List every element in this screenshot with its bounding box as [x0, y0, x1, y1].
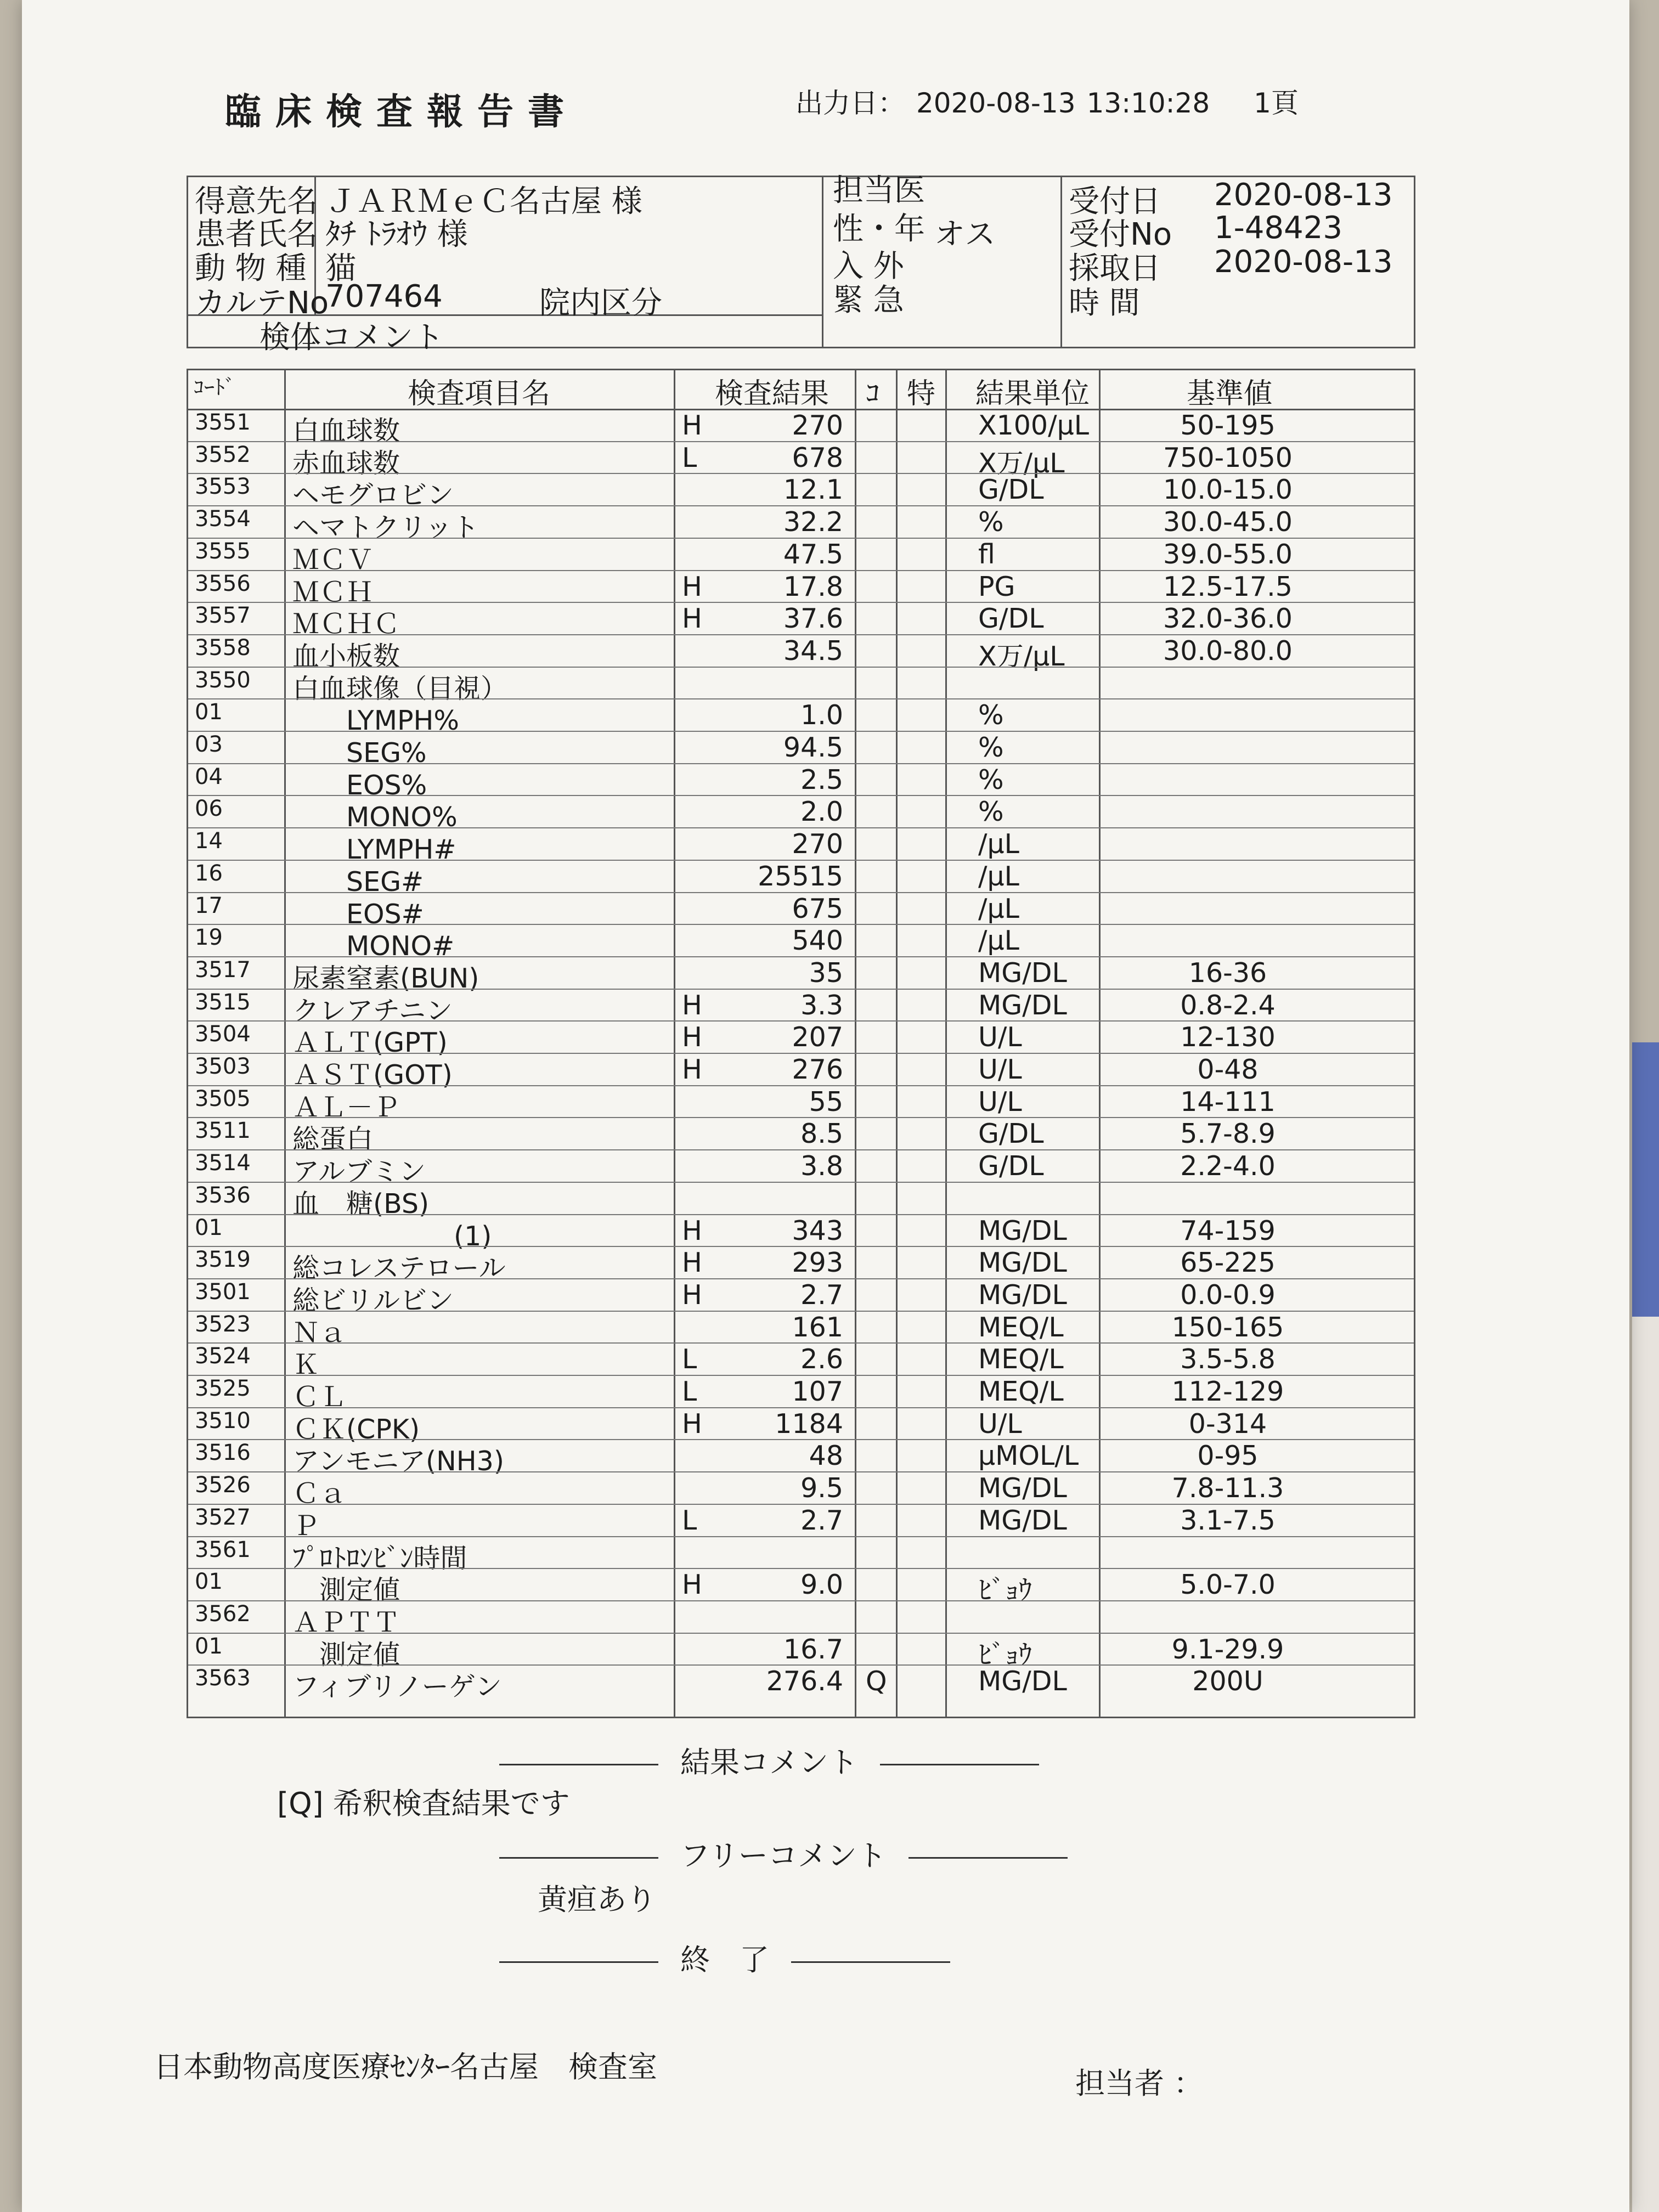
row-value: 107	[792, 1376, 843, 1407]
row-code: 03	[195, 732, 223, 757]
row-name: 血小板数	[292, 640, 400, 672]
row-unit: G/DL	[978, 474, 1044, 506]
row-code: 01	[195, 1569, 223, 1595]
table-row	[188, 1537, 1414, 1574]
row-code: 3523	[195, 1311, 251, 1337]
row-value: 678	[792, 442, 843, 473]
row-ref: 9.1-29.9	[1171, 1633, 1284, 1665]
table-row	[188, 474, 1414, 511]
row-name: Ｃａ	[292, 1478, 347, 1510]
row-ref: 65-225	[1180, 1247, 1276, 1279]
row-flag: H	[682, 1279, 702, 1311]
client-label: 得意先名	[195, 184, 318, 219]
row-code: 3519	[195, 1247, 251, 1273]
row-name: 血 糖(BS)	[292, 1188, 430, 1220]
species-value: 猫	[325, 251, 356, 286]
row-ref: 0.8-2.4	[1180, 989, 1276, 1021]
row-ref: 74-159	[1180, 1215, 1276, 1246]
row-ref: 0-314	[1188, 1408, 1267, 1440]
row-value: 2.7	[800, 1504, 843, 1536]
row-value: 207	[792, 1022, 843, 1053]
row-name: Ｐ	[292, 1510, 320, 1542]
row-ref: 7.8-11.3	[1171, 1472, 1284, 1504]
row-name: ＡＬ－Ｐ	[292, 1091, 400, 1123]
row-value: 34.5	[783, 635, 843, 667]
row-name: EOS#	[292, 898, 424, 930]
row-unit: ﾋﾞｮｳ	[978, 1639, 1032, 1671]
row-flag: H	[682, 410, 702, 441]
row-unit: MG/DL	[978, 1666, 1067, 1697]
row-name: SEG%	[292, 737, 427, 769]
row-code: 3526	[195, 1472, 251, 1498]
row-unit: G/DL	[978, 603, 1044, 635]
report-paper	[22, 0, 1629, 2212]
row-name: ＣＫ(CPK)	[292, 1413, 420, 1445]
free-comment-text: 黄疸あり	[538, 1882, 656, 1917]
recv-date-value: 2020-08-13	[1214, 177, 1393, 213]
row-ref: 5.0-7.0	[1180, 1569, 1276, 1601]
row-name: 白血球像（目視）	[292, 673, 508, 704]
inhouse-label: 院内区分	[539, 285, 662, 321]
row-name: フィブリノーゲン	[292, 1671, 502, 1703]
results-table	[187, 369, 1415, 1718]
row-value: 3.3	[800, 989, 843, 1021]
row-code: 01	[195, 1633, 223, 1659]
col-result: 検査結果	[715, 377, 830, 410]
row-name: ＡＬＴ(GPT)	[292, 1027, 448, 1059]
row-code: 3551	[195, 410, 251, 435]
row-code: 3505	[195, 1086, 251, 1111]
row-unit: %	[978, 506, 1004, 538]
row-unit: MG/DL	[978, 989, 1067, 1021]
row-value: 276	[792, 1054, 843, 1085]
table-row	[188, 1182, 1414, 1220]
row-name: (1)	[292, 1220, 492, 1252]
row-code: 3503	[195, 1054, 251, 1079]
row-code: 3514	[195, 1150, 251, 1176]
row-comment: Q	[866, 1666, 887, 1697]
row-value: 161	[792, 1311, 843, 1343]
col-special: 特	[907, 377, 936, 410]
table-row	[188, 699, 1414, 737]
row-code: 3516	[195, 1440, 251, 1466]
row-unit: U/L	[978, 1054, 1022, 1085]
row-unit: X万/μL	[978, 447, 1065, 479]
row-code: 19	[195, 925, 223, 951]
inout-label: 入 外	[833, 249, 904, 284]
row-unit: MG/DL	[978, 1279, 1067, 1311]
row-code: 3524	[195, 1344, 251, 1369]
row-value: 276.4	[766, 1666, 843, 1697]
row-value: 47.5	[783, 538, 843, 570]
table-row	[188, 1440, 1414, 1477]
row-value: 8.5	[800, 1118, 843, 1150]
row-ref: 30.0-45.0	[1163, 506, 1293, 538]
row-unit: %	[978, 764, 1004, 795]
karte-value: 707464	[325, 279, 443, 314]
row-value: 94.5	[783, 732, 843, 763]
row-code: 3555	[195, 538, 251, 564]
row-code: 3517	[195, 957, 251, 983]
table-row	[188, 1086, 1414, 1123]
row-ref: 0-48	[1197, 1054, 1259, 1085]
row-flag: L	[682, 1344, 697, 1375]
result-comment-label: 結果コメント	[680, 1745, 858, 1780]
row-name: ヘモグロビン	[292, 479, 454, 511]
row-unit: %	[978, 732, 1004, 763]
row-name: クレアチニン	[292, 995, 453, 1026]
table-row	[188, 667, 1414, 704]
row-value: 12.1	[783, 474, 843, 506]
row-ref: 112-129	[1171, 1376, 1284, 1407]
table-row	[188, 925, 1414, 962]
row-name: EOS%	[292, 769, 427, 801]
client-value: ＪＡＲＭｅＣ名古屋 様	[325, 184, 642, 219]
row-unit: MG/DL	[978, 1215, 1067, 1246]
row-unit: X万/μL	[978, 640, 1065, 672]
patient-value: ﾀﾁ ﾄﾗｵｳ 様	[325, 217, 468, 252]
row-name: LYMPH#	[292, 834, 456, 866]
row-value: 2.6	[800, 1344, 843, 1375]
row-code: 3515	[195, 989, 251, 1015]
row-name: Ｋ	[292, 1349, 320, 1381]
row-name: 尿素窒素(BUN)	[292, 962, 479, 994]
print-date: 2020-08-13	[916, 87, 1076, 119]
row-name: SEG#	[292, 866, 424, 898]
row-unit: /μL	[978, 925, 1019, 957]
row-value: 675	[792, 893, 843, 924]
row-value: 9.5	[800, 1472, 843, 1504]
col-unit: 結果単位	[975, 377, 1090, 410]
table-row	[188, 1569, 1414, 1606]
row-code: 3557	[195, 603, 251, 629]
row-name: ＭＣＨ	[292, 576, 374, 608]
print-time: 13:10:28	[1086, 87, 1210, 119]
row-code: 3527	[195, 1504, 251, 1530]
table-row	[188, 1666, 1414, 1703]
header-box	[187, 173, 1415, 356]
row-code: 3511	[195, 1118, 251, 1144]
row-code: 3536	[195, 1182, 251, 1208]
row-name: 測定値	[292, 1575, 400, 1606]
row-value: 48	[809, 1440, 843, 1472]
table-row	[188, 1054, 1414, 1091]
table-row	[188, 1408, 1414, 1445]
row-value: 270	[792, 410, 843, 441]
row-name: ＡＰＴＴ	[292, 1606, 400, 1638]
sexage-value: オス	[934, 217, 996, 252]
row-name: 総コレステロール	[292, 1252, 506, 1284]
table-row	[188, 442, 1414, 479]
row-value: 35	[809, 957, 843, 989]
table-row	[188, 410, 1414, 447]
row-unit: ﾋﾞｮｳ	[978, 1575, 1032, 1606]
row-code: 14	[195, 828, 223, 854]
row-value: 9.0	[800, 1569, 843, 1601]
row-flag: L	[682, 442, 697, 473]
species-label: 動 物 種	[195, 251, 307, 286]
row-ref: 12.5-17.5	[1163, 571, 1293, 602]
row-code: 3550	[195, 667, 251, 693]
row-code: 3556	[195, 571, 251, 596]
table-row	[188, 1215, 1414, 1252]
row-value: 540	[792, 925, 843, 957]
col-code: ｺｰﾄﾞ	[194, 375, 236, 399]
col-ref: 基準値	[1187, 377, 1273, 410]
row-unit: MG/DL	[978, 1504, 1067, 1536]
background-edge-blue	[1632, 1042, 1659, 1317]
row-code: 17	[195, 893, 223, 918]
row-name: MONO#	[292, 930, 455, 962]
report-title: 臨床検査報告書	[225, 91, 578, 133]
row-unit: MG/DL	[978, 957, 1067, 989]
row-name: 総蛋白	[292, 1124, 374, 1155]
row-flag: H	[682, 989, 702, 1021]
row-flag: H	[682, 1408, 702, 1440]
background-edge	[1632, 1317, 1659, 2212]
table-row	[188, 828, 1414, 866]
row-ref: 30.0-80.0	[1163, 635, 1293, 667]
row-unit: /μL	[978, 893, 1019, 924]
row-ref: 3.1-7.5	[1180, 1504, 1276, 1536]
row-code: 16	[195, 860, 223, 886]
row-unit: /μL	[978, 828, 1019, 860]
row-value: 16.7	[783, 1633, 843, 1665]
row-unit: %	[978, 796, 1004, 828]
row-value: 32.2	[783, 506, 843, 538]
row-value: 293	[792, 1247, 843, 1279]
table-row	[188, 989, 1414, 1026]
person-label: 担当者 ：	[1075, 2066, 1204, 2101]
row-ref: 32.0-36.0	[1163, 603, 1293, 635]
row-name: ＣＬ	[292, 1381, 347, 1413]
table-row	[188, 1601, 1414, 1638]
row-ref: 16-36	[1188, 957, 1267, 989]
row-unit: MG/DL	[978, 1472, 1067, 1504]
row-ref: 750-1050	[1163, 442, 1293, 473]
row-value: 1.0	[800, 699, 843, 731]
print-date-label: 出力日：	[795, 87, 905, 119]
row-unit: MEQ/L	[978, 1376, 1064, 1407]
result-comment-text: [Q] 希釈検査結果です	[277, 1786, 570, 1821]
row-name: ＭＣＶ	[292, 544, 374, 575]
row-ref: 39.0-55.0	[1163, 538, 1293, 570]
row-flag: H	[682, 1054, 702, 1085]
time-label: 時 間	[1069, 285, 1140, 321]
free-comment-heading	[477, 1832, 1090, 1875]
table-row	[188, 957, 1414, 994]
row-value: 3.8	[800, 1150, 843, 1182]
row-ref: 5.7-8.9	[1180, 1118, 1276, 1150]
urgent-label: 緊 急	[833, 283, 904, 318]
row-flag: H	[682, 1247, 702, 1279]
row-ref: 3.5-5.8	[1180, 1344, 1276, 1375]
row-value: 25515	[758, 860, 843, 892]
row-code: 3552	[195, 442, 251, 467]
row-flag: H	[682, 571, 702, 602]
table-row	[188, 732, 1414, 769]
row-ref: 0-95	[1197, 1440, 1259, 1472]
row-code: 3561	[195, 1537, 251, 1562]
table-row	[188, 1344, 1414, 1381]
collect-date-value: 2020-08-13	[1214, 244, 1393, 280]
table-row	[188, 1118, 1414, 1155]
table-row	[188, 1376, 1414, 1413]
table-row	[188, 538, 1414, 575]
row-ref: 200U	[1192, 1666, 1263, 1697]
row-value: 2.7	[800, 1279, 843, 1311]
row-code: 3553	[195, 474, 251, 500]
row-flag: H	[682, 1569, 702, 1601]
free-comment-label: フリーコメント	[680, 1838, 887, 1873]
row-flag: H	[682, 603, 702, 635]
row-flag: H	[682, 1022, 702, 1053]
row-unit: G/DL	[978, 1118, 1044, 1150]
table-row	[188, 1279, 1414, 1316]
table-row	[188, 796, 1414, 833]
specimen-comment-label: 検体コメント	[259, 320, 444, 356]
row-unit: X100/μL	[978, 410, 1090, 441]
row-unit: /μL	[978, 860, 1019, 892]
col-comment: ｺ	[866, 377, 881, 410]
row-name: ﾌﾟﾛﾄﾛﾝﾋﾞﾝ時間	[292, 1542, 467, 1574]
row-value: 55	[809, 1086, 843, 1118]
row-name: LYMPH%	[292, 705, 459, 737]
row-code: 3525	[195, 1376, 251, 1401]
row-name: アルブミン	[292, 1156, 426, 1188]
table-row	[188, 1311, 1414, 1348]
row-name: ＭＣＨＣ	[292, 608, 400, 640]
row-flag: L	[682, 1504, 697, 1536]
row-value: 17.8	[783, 571, 843, 602]
row-code: 3510	[195, 1408, 251, 1434]
row-unit: MG/DL	[978, 1247, 1067, 1279]
table-row	[188, 506, 1414, 544]
row-unit: MEQ/L	[978, 1311, 1064, 1343]
table-row	[188, 1633, 1414, 1671]
doctor-label: 担当医	[833, 173, 925, 208]
row-name: ＡＳＴ(GOT)	[292, 1059, 453, 1091]
table-row	[188, 1150, 1414, 1188]
row-unit: fl	[978, 538, 995, 570]
karte-label: カルテNo	[195, 285, 329, 321]
page-number: 1頁	[1254, 87, 1299, 119]
row-unit: U/L	[978, 1086, 1022, 1118]
row-name: Ｎａ	[292, 1317, 347, 1348]
row-value: 37.6	[783, 603, 843, 635]
row-value: 2.5	[800, 764, 843, 795]
row-flag: H	[682, 1215, 702, 1246]
row-unit: μMOL/L	[978, 1440, 1079, 1472]
row-code: 3554	[195, 506, 251, 532]
row-name: MONO%	[292, 802, 458, 833]
recv-no-label: 受付No	[1069, 217, 1172, 252]
row-ref: 2.2-4.0	[1180, 1150, 1276, 1182]
collect-date-label: 採取日	[1069, 251, 1161, 286]
row-name: 赤血球数	[292, 447, 400, 479]
row-unit: G/DL	[978, 1150, 1044, 1182]
row-code: 3562	[195, 1601, 251, 1627]
row-code: 01	[195, 1215, 223, 1240]
row-unit: MEQ/L	[978, 1344, 1064, 1375]
row-code: 3563	[195, 1666, 251, 1691]
table-row	[188, 603, 1414, 640]
row-code: 3501	[195, 1279, 251, 1305]
lab-name: 日本動物高度医療ｾﾝﾀｰ名古屋 検査室	[154, 2050, 657, 2084]
table-row	[188, 1022, 1414, 1059]
row-ref: 50-195	[1180, 410, 1276, 441]
print-info	[795, 81, 1310, 121]
row-code: 3504	[195, 1022, 251, 1047]
row-code: 01	[195, 699, 223, 725]
row-ref: 10.0-15.0	[1163, 474, 1293, 506]
row-code: 04	[195, 764, 223, 789]
table-row	[188, 1247, 1414, 1284]
row-ref: 150-165	[1171, 1311, 1284, 1343]
patient-label: 患者氏名	[195, 217, 318, 252]
row-unit: U/L	[978, 1022, 1022, 1053]
recv-date-label: 受付日	[1069, 184, 1161, 219]
row-name: 測定値	[292, 1639, 400, 1671]
row-code: 3558	[195, 635, 251, 661]
end-heading	[477, 1937, 972, 1979]
row-value: 2.0	[800, 796, 843, 828]
row-ref: 14-111	[1180, 1086, 1276, 1118]
row-code: 06	[195, 796, 223, 822]
row-value: 1184	[775, 1408, 843, 1440]
table-row	[188, 893, 1414, 930]
row-name: アンモニア(NH3)	[292, 1446, 504, 1477]
row-unit: U/L	[978, 1408, 1022, 1440]
end-label: 終 了	[680, 1943, 769, 1977]
row-name: ヘマトクリット	[292, 512, 479, 544]
row-value: 270	[792, 828, 843, 860]
row-unit: %	[978, 699, 1004, 731]
row-name: 総ビリルビン	[292, 1284, 454, 1316]
recv-no-value: 1-48423	[1214, 210, 1342, 246]
row-flag: L	[682, 1376, 697, 1407]
table-row	[188, 571, 1414, 608]
table-row	[188, 635, 1414, 672]
row-unit: PG	[978, 571, 1015, 602]
sexage-label: 性・年	[833, 211, 925, 247]
row-value: 343	[792, 1215, 843, 1246]
table-row	[188, 764, 1414, 801]
row-ref: 0.0-0.9	[1180, 1279, 1276, 1311]
table-row	[188, 1504, 1414, 1542]
table-row	[188, 860, 1414, 898]
table-row	[188, 1472, 1414, 1510]
col-name: 検査項目名	[408, 377, 551, 410]
row-ref: 12-130	[1180, 1022, 1276, 1053]
result-comment-heading	[477, 1739, 1061, 1781]
row-name: 白血球数	[292, 415, 400, 447]
